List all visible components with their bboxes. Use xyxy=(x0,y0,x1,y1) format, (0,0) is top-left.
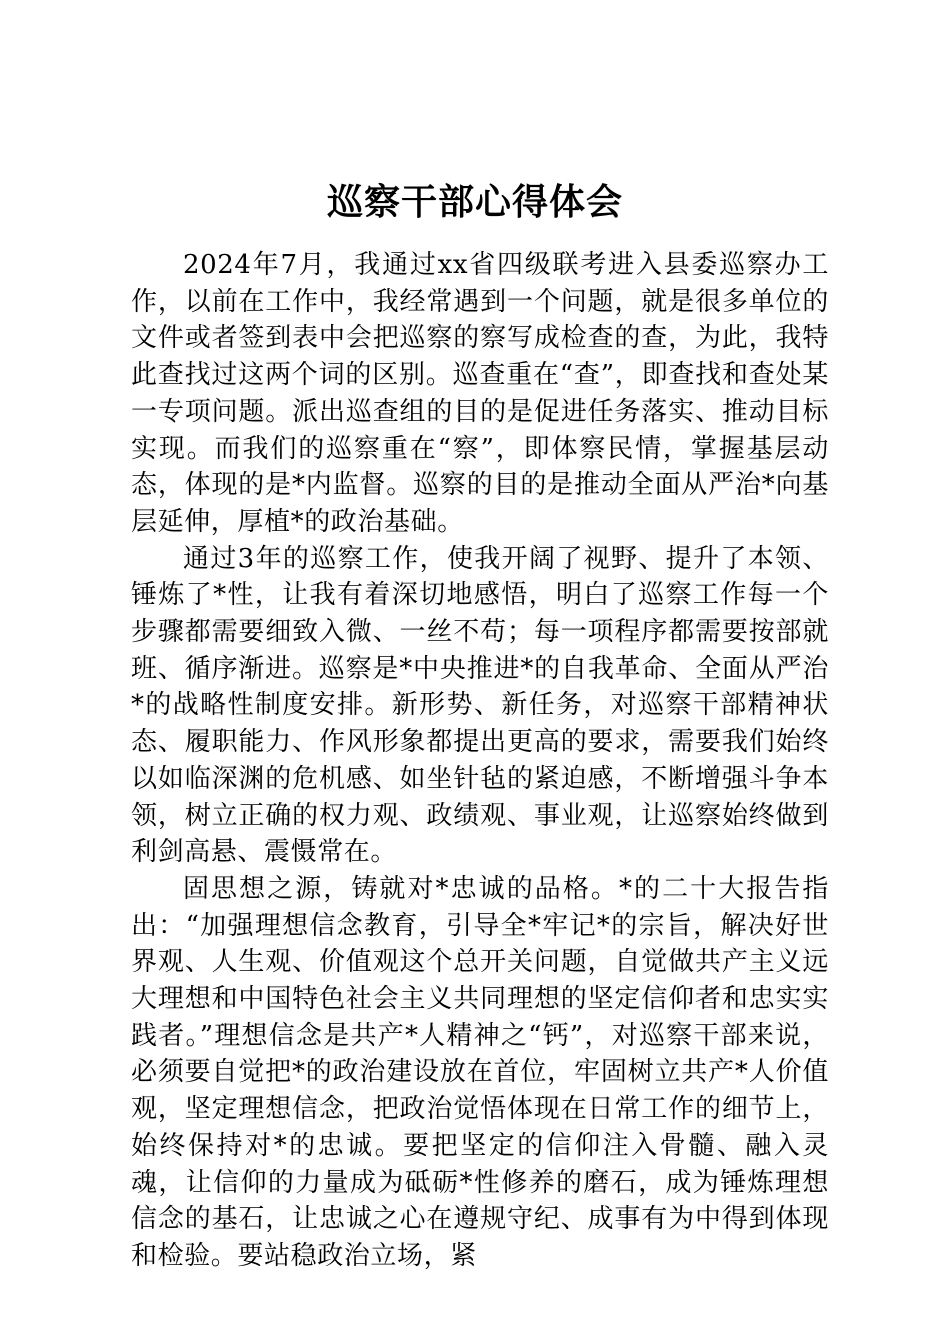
paragraph-3: 固思想之源，铸就对*忠诚的品格。*的二十大报告指出：“加强理想信念教育，引导全*牢记*的宗旨，解决好世界观、人生观、价值观这个总开关问题，自觉做共产主义远大理想和中国特色社会主义共同理想的坚定信仰者和忠实实践者。”理想信念是共产*人精神之“钙”，对巡察干部来说，必须要自觉把*的政治建设放在首位，牢固树立共产*人价值观，坚定理想信念，把政治觉悟体现在日常工作的细节上，始终保持对*的忠诚。要把坚定的信仰注入骨髓、融入灵魂，让信仰的力量成为砥砺*性修养的磨石，成为锤炼理想信念的基石，让忠诚之心在遵规守纪、成事有为中得到体现和检验。要站稳政治立场，紧 xyxy=(131,873,829,1271)
paragraph-1: 2024年7月，我通过xx省四级联考进入县委巡察办工作，以前在工作中，我经常遇到一个问题，就是很多单位的文件或者签到表中会把巡察的察写成检查的查，为此，我特此查找过这两个词的区别。巡查重在“查”，即查找和查处某一专项问题。派出巡查组的目的是促进任务落实、推动目标实现。而我们的巡察重在“察”，即体察民情，掌握基层动态，体现的是*内监督。巡察的目的是推动全面从严治*向基层延伸，厚植*的政治基础。 xyxy=(131,250,829,537)
paragraph-2: 通过3年的巡察工作，使我开阔了视野、提升了本领、锤炼了*性，让我有着深切地感悟，明白了巡察工作每一个步骤都需要细致入微、一丝不苟；每一项程序都需要按部就班、循序渐进。巡察是*中央推进*的自我革命、全面从严治*的战略性制度安排。新形势、新任务，对巡察干部精神状态、履职能力、作风形象都提出更高的要求，需要我们始终以如临深渊的危机感、如坐针毡的紧迫感，不断增强斗争本领，树立正确的权力观、政绩观、事业观，让巡察始终做到利剑高悬、震慑常在。 xyxy=(131,543,829,868)
document-body xyxy=(131,247,829,1275)
document-title: 巡察干部心得体会 xyxy=(326,181,623,223)
